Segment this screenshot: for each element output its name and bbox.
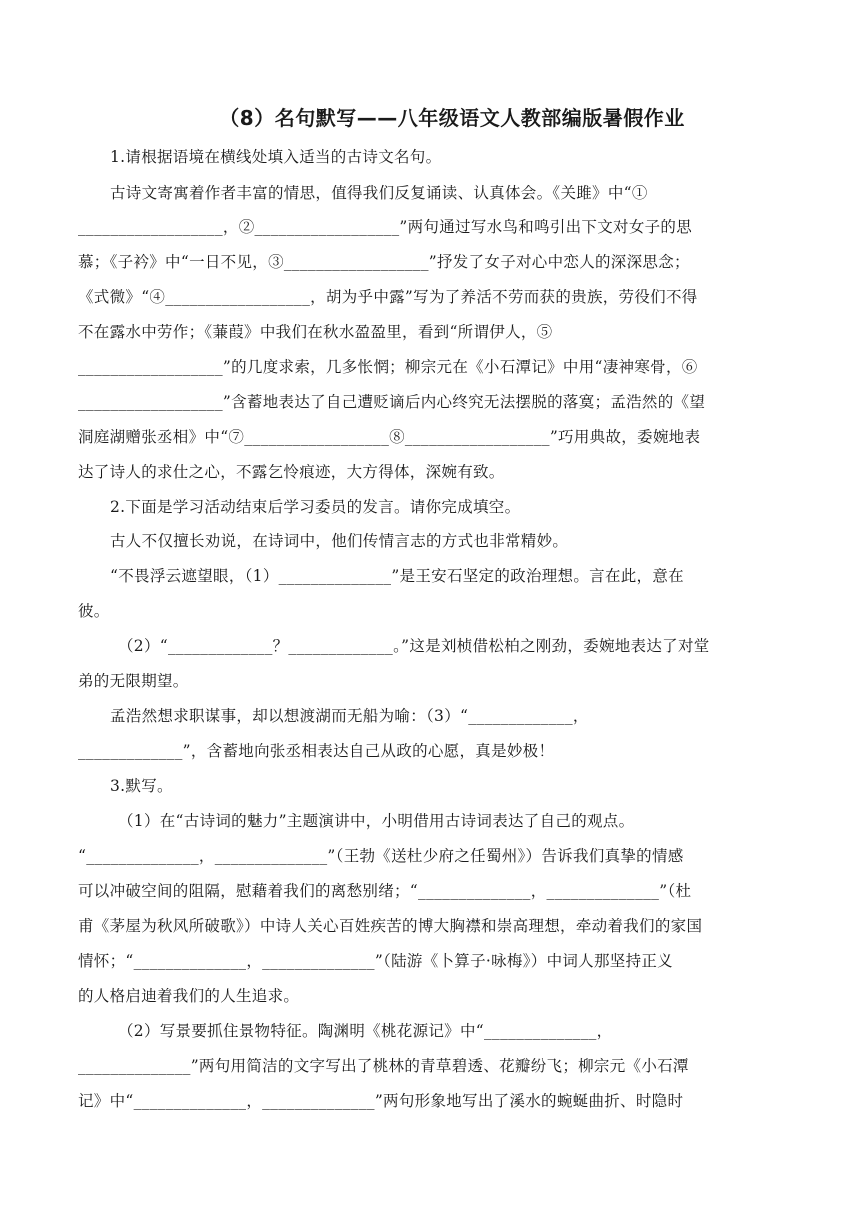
text-line: __________________，②__________________”两句通过写水鸟和鸣引出下文对女子的思 <box>78 218 693 236</box>
text-line: ______________”两句用简洁的文字写出了桃林的青草碧透、花瓣纷飞；柳宗元《小石潭 <box>78 1057 689 1075</box>
text-line: 洞庭湖赠张丞相》中“⑦__________________⑧__________________”巧用典故，委婉地表 <box>78 428 701 446</box>
text-line: 达了诗人的求仕之心，不露乞怜痕迹，大方得体，深婉有致。 <box>78 463 505 481</box>
text-line: 彼。 <box>78 602 110 620</box>
question-1-prompt: 1.请根据语境在横线处填入适当的古诗文名句。 <box>110 148 442 166</box>
text-line: 可以冲破空间的阻隔，慰藉着我们的离愁别绪；“______________，______________”（杜 <box>78 882 692 900</box>
text-line: __________________”的几度求索，几多怅惘；柳宗元在《小石潭记》中用“凄神寒骨，⑥ <box>78 358 698 376</box>
text-line: __________________”含蓄地表达了自己遭贬谪后内心终究无法摆脱的落寞；孟浩然的《望 <box>78 393 706 411</box>
text-line: 甫《茅屋为秋风所破歌》）中诗人关心百姓疾苦的博大胸襟和崇高理想，牵动着我们的家国 <box>78 917 703 935</box>
page-title: （8）名句默写——八年级语文人教部编版暑假作业 <box>219 106 685 130</box>
text-line: 情怀；“______________，______________”（陆游《卜算子·咏梅》）中词人那坚持正义 <box>78 952 673 970</box>
text-line: 《式微》“④__________________，胡为乎中露”写为了养活不劳而获的贵族，劳役们不得 <box>78 288 698 306</box>
question-3-prompt: 3.默写。 <box>110 777 173 795</box>
text-line: 古人不仅擅长劝说，在诗词中，他们传情言志的方式也非常精妙。 <box>110 532 569 550</box>
text-line: 孟浩然想求职谋事，却以想渡湖而无船为喻：（3）“_____________， <box>110 707 589 725</box>
text-line: 不在露水中劳作；《蒹葭》中我们在秋水盈盈里，看到“所谓伊人，⑤ <box>78 323 553 341</box>
text-line: _____________”，含蓄地向张丞相表达自己从政的心愿，真是妙极！ <box>78 742 555 760</box>
text-line: “不畏浮云遮望眼，（1）______________”是王安石坚定的政治理想。言在此，意在 <box>110 567 684 585</box>
text-line: 弟的无限期望。 <box>78 672 189 690</box>
text-line: 慕；《子衿》中“一日不见，③__________________”抒发了女子对心中恋人的深深思念； <box>78 253 690 271</box>
text-line: （2）写景要抓住景物特征。陶渊明《桃花源记》中“______________， <box>118 1022 613 1040</box>
text-line: （2）“_____________？_____________。”这是刘桢借松柏之刚劲，委婉地表达了对堂 <box>118 637 710 655</box>
text-line: （1）在“古诗词的魅力”主题演讲中，小明借用古诗词表达了自己的观点。 <box>118 812 635 830</box>
text-line: 记》中“______________，______________”两句形象地写出了溪水的蜿蜒曲折、时隐时 <box>78 1092 684 1110</box>
question-2-prompt: 2.下面是学习活动结束后学习委员的发言。请你完成填空。 <box>110 498 521 516</box>
text-line: 古诗文寄寓着作者丰富的情思，值得我们反复诵读、认真体会。《关雎》中“① <box>110 184 648 202</box>
text-line: 的人格启迪着我们的人生追求。 <box>78 987 300 1005</box>
text-line: “______________，______________”（王勃《送杜少府之任蜀州》）告诉我们真挚的情感 <box>78 847 684 865</box>
